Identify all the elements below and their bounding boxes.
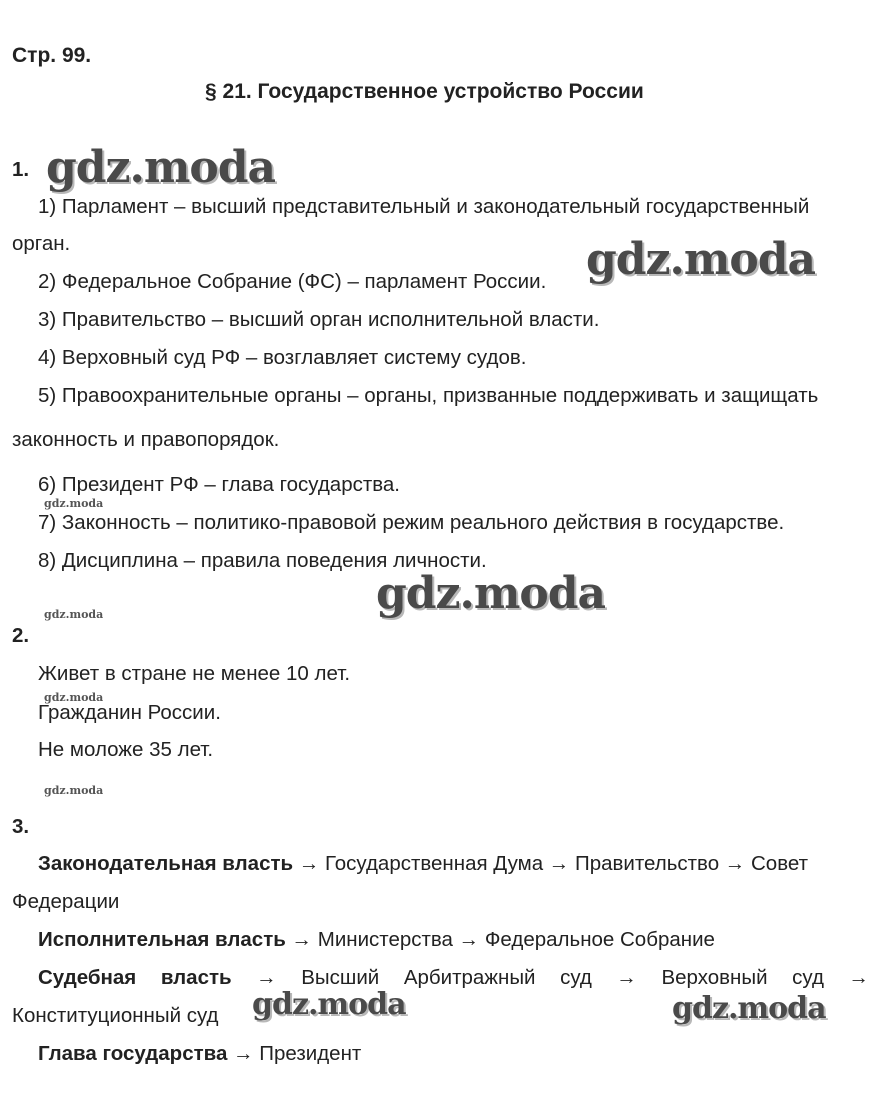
watermark-small: gdz.moda bbox=[44, 784, 104, 797]
task-1-item: орган. bbox=[12, 232, 71, 255]
watermark-small: gdz.moda bbox=[44, 497, 104, 510]
legislative-branch-continuation: Федерации bbox=[12, 890, 120, 913]
judicial-branch-token: суд bbox=[792, 966, 824, 989]
task-1-item: законность и правопорядок. bbox=[12, 428, 280, 451]
head-of-state-chain: → Президент bbox=[233, 1042, 362, 1065]
executive-branch-chain: → Министерства → Федеральное Собрание bbox=[291, 928, 715, 951]
watermark-logo: gdz.moda bbox=[586, 234, 816, 285]
head-of-state-label: Глава государства bbox=[38, 1042, 228, 1065]
task-1-item: 8) Дисциплина – правила поведения личности. bbox=[38, 549, 487, 572]
head-of-state-line bbox=[38, 1042, 361, 1066]
legislative-branch-chain: → Государственная Дума → Правительство → Совет bbox=[298, 852, 808, 875]
judicial-branch-token: власть bbox=[160, 966, 232, 989]
task-1-item: 2) Федеральное Собрание (ФС) – парламент России. bbox=[38, 270, 547, 293]
watermark-logo: gdz.moda bbox=[376, 568, 606, 619]
task-2-number: 2. bbox=[12, 624, 30, 647]
task-1-item: 3) Правительство – высший орган исполнительной власти. bbox=[38, 308, 600, 331]
judicial-branch-label: Судебная bbox=[38, 966, 137, 989]
judicial-branch-token: → bbox=[616, 966, 637, 989]
task-1-item: 4) Верховный суд РФ – возглавляет систему судов. bbox=[38, 346, 527, 369]
judicial-branch-token: → bbox=[848, 966, 869, 989]
section-title: § 21. Государственное устройство России bbox=[205, 80, 644, 103]
watermark-logo: gdz.moda bbox=[672, 991, 826, 1026]
judicial-branch-line bbox=[38, 966, 869, 990]
watermark-small: gdz.moda bbox=[44, 608, 104, 621]
judicial-branch-token: Арбитражный bbox=[403, 966, 536, 989]
task-1-number: 1. bbox=[12, 158, 30, 181]
watermark-logo: gdz.moda bbox=[46, 142, 276, 193]
task-2-item: Гражданин России. bbox=[38, 701, 221, 724]
page-number: Стр. 99. bbox=[12, 44, 92, 67]
judicial-branch-token: → bbox=[256, 966, 277, 989]
task-1-item: 7) Законность – политико-правовой режим реального действия в государстве. bbox=[38, 511, 785, 534]
task-2-item: Живет в стране не менее 10 лет. bbox=[38, 662, 351, 685]
legislative-branch-label: Законодательная власть bbox=[38, 852, 294, 875]
task-2-item: Не моложе 35 лет. bbox=[38, 738, 214, 761]
legislative-branch-line bbox=[38, 852, 808, 876]
watermark-small: gdz.moda bbox=[44, 691, 104, 704]
judicial-branch-continuation: Конституционный суд bbox=[12, 1004, 219, 1027]
task-1-item: 1) Парламент – высший представительный и законодательный государственный bbox=[38, 195, 810, 218]
task-1-item: 5) Правоохранительные органы – органы, призванные поддерживать и защищать bbox=[38, 384, 819, 407]
watermark-logo: gdz.moda bbox=[252, 987, 406, 1022]
task-1-item: 6) Президент РФ – глава государства. bbox=[38, 473, 401, 496]
judicial-branch-token: Верховный bbox=[661, 966, 768, 989]
judicial-branch-token: Высший bbox=[301, 966, 380, 989]
task-3-number: 3. bbox=[12, 815, 30, 838]
executive-branch-line bbox=[38, 928, 715, 952]
executive-branch-label: Исполнительная власть bbox=[38, 928, 286, 951]
judicial-branch-token: суд bbox=[560, 966, 592, 989]
